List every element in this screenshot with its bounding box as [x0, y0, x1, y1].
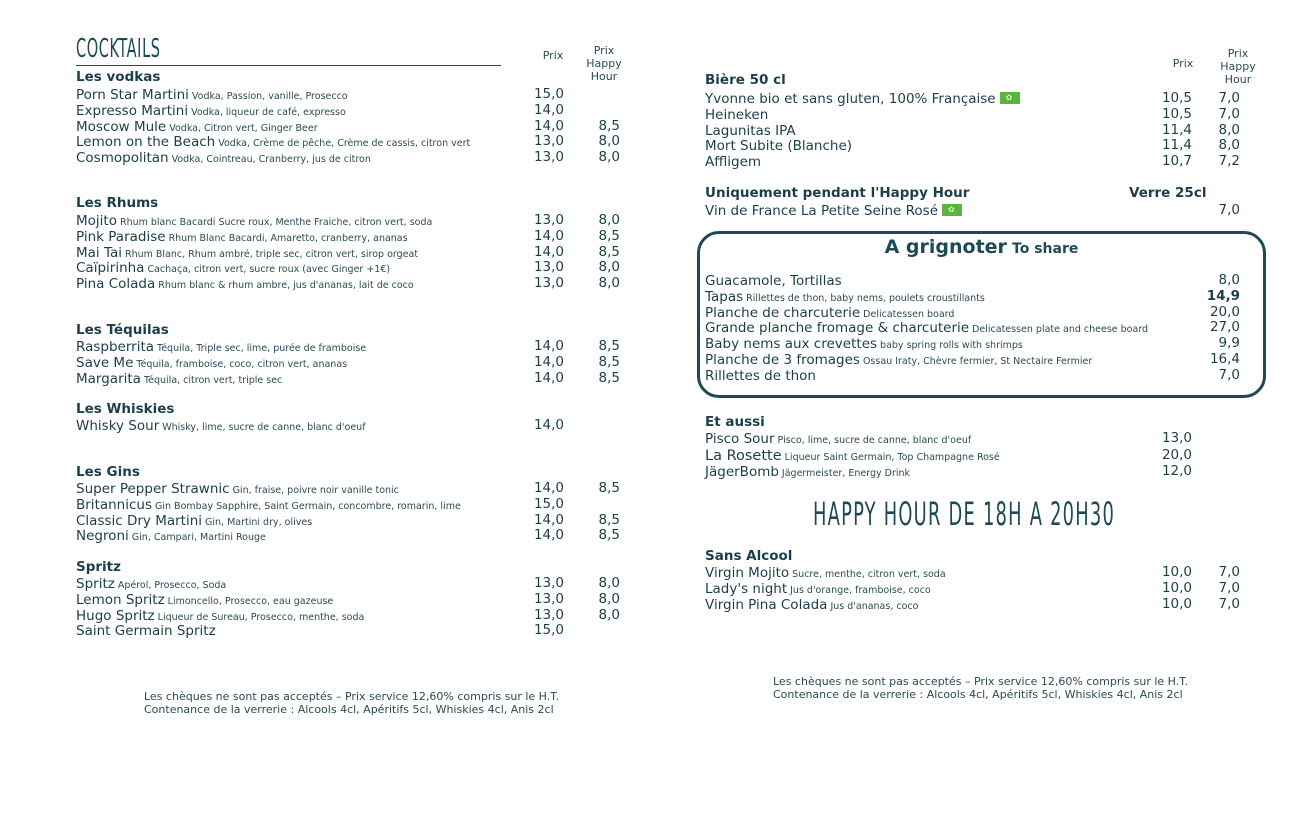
beer-row: [705, 153, 1245, 169]
item-name: Affligem: [705, 154, 762, 171]
item-name: Super Pepper Strawnic: [76, 481, 230, 497]
item-name: Grande planche fromage & charcuterie: [705, 320, 970, 337]
verre-label: Verre 25cl: [1129, 185, 1207, 201]
item-name: Saint Germain Spritz: [76, 623, 216, 640]
item-price: 13,0: [533, 275, 564, 292]
item-price: 13,0: [1161, 430, 1192, 446]
section-heading: Les Téquilas: [76, 322, 169, 338]
item-price: 13,0: [533, 149, 564, 166]
section-heading: Et aussi: [705, 414, 765, 430]
item-description: Rhum blanc Bacardi Sucre roux, Menthe Fraiche, citron vert, soda: [119, 217, 433, 228]
section-heading: Bière 50 cl: [705, 72, 786, 88]
item-description: Rhum blanc & rhum ambre, jus d'ananas, lait de coco: [158, 280, 414, 292]
item-name: Pisco Sour: [705, 431, 775, 447]
cocktails-title: COCKTAILS: [76, 34, 161, 64]
item-price: 8,0: [1218, 272, 1240, 288]
grignoter-box: [697, 231, 1266, 398]
item-name: Virgin Mojito: [705, 565, 790, 581]
item-price: 16,4: [1209, 351, 1240, 367]
menu-item-row: [76, 607, 636, 623]
sans-alcool-row: [705, 596, 1245, 612]
item-name: Classic Dry Martini: [76, 512, 203, 529]
section-heading: Les Whiskies: [76, 401, 175, 417]
menu-item-row: [76, 354, 636, 370]
menu-item-row: [76, 370, 636, 386]
footer-line: Les chèques ne sont pas acceptés – Prix service 12,60% compris sur le H.T.: [773, 675, 1189, 688]
item-price: 12,0: [1161, 463, 1192, 479]
item-happy-price: 8,5: [598, 243, 620, 260]
item-description: Rhum Blanc Bacardi, Amaretto, cranberry, ananas: [168, 232, 408, 244]
sans-alcool-row: [705, 580, 1245, 596]
footer-line: Les chèques ne sont pas acceptés – Prix service 12,60% compris sur le H.T.: [144, 690, 560, 703]
item-name: Hugo Spritz: [76, 607, 155, 624]
aussi-row: [705, 463, 1205, 479]
menu-item-row: [76, 512, 636, 528]
col-happy-header: [583, 44, 625, 83]
item-price: 10,5: [1161, 105, 1192, 122]
grignoter-title: [700, 236, 1263, 258]
item-price: 14,0: [533, 369, 564, 386]
item-name: Yvonne bio et sans gluten, 100% Française: [705, 91, 996, 107]
item-name: JägerBomb: [705, 464, 779, 480]
item-price: 14,0: [533, 417, 564, 433]
item-description: Gin, Campari, Martini Rouge: [131, 532, 266, 544]
menu-item-row: [76, 496, 636, 512]
item-name: Lady's night: [705, 580, 788, 597]
item-description: Vodka, liqueur de café, expresso: [191, 106, 346, 118]
menu-item-row: [76, 338, 636, 354]
item-description: Pisco, lime, sucre de canne, blanc d'oeuf: [777, 435, 972, 446]
item-name: Planche de 3 fromages: [705, 352, 860, 368]
item-price: 14,0: [533, 527, 564, 544]
item-price: 9,9: [1218, 335, 1240, 352]
item-price: 13,0: [533, 606, 564, 623]
item-happy-price: 7,0: [1218, 564, 1240, 580]
menu-item-row: [76, 133, 636, 149]
item-description: Rhum Blanc, Rhum ambré, triple sec, citron vert, sirop orgeat: [125, 248, 419, 260]
menu-item-row: [76, 259, 636, 275]
item-name: Baby nems aux crevettes: [705, 336, 878, 353]
item-name: Save Me: [76, 354, 134, 371]
organic-label-icon: [1000, 92, 1020, 104]
menu-item-row: [76, 622, 636, 638]
happy-hour-banner: HAPPY HOUR DE 18H A 20H30: [813, 495, 1116, 533]
section-heading: Uniquement pendant l'Happy Hour: [705, 185, 970, 201]
item-price: 15,0: [533, 622, 564, 639]
item-happy-price: 8,5: [598, 527, 620, 544]
section-heading: Spritz: [76, 559, 121, 575]
item-description: Gin Bombay Sapphire, Saint Germain, concombre, romarin, lime: [155, 500, 461, 512]
menu-item-row: [76, 228, 636, 244]
item-description: Ossau Iraty, Chèvre fermier, St Nectaire Fermier: [862, 356, 1093, 367]
col-happy-line: Hour: [590, 70, 618, 83]
grignoter-title-main: A grignoter: [884, 236, 1007, 258]
item-happy-price: 8,5: [598, 227, 620, 244]
item-description: Delicatessen plate and cheese board: [972, 324, 1149, 336]
item-price: 13,0: [533, 133, 564, 150]
item-price: 14,0: [533, 101, 564, 118]
menu-item-row: [76, 591, 636, 607]
right-col-prix-header: Prix: [1172, 57, 1194, 70]
item-description: Liqueur Saint Germain, Top Champagne Rosé: [784, 451, 1000, 463]
item-price: 14,0: [533, 117, 564, 134]
menu-item-row: [76, 575, 636, 591]
menu-item-row: [76, 149, 636, 165]
item-price: 14,0: [533, 511, 564, 528]
section-heading: Les Rhums: [76, 195, 159, 211]
item-price: 14,0: [533, 480, 564, 496]
item-name: Rillettes de thon: [705, 367, 816, 384]
menu-item-row: [76, 118, 636, 134]
col-happy-line: Prix: [1227, 47, 1249, 60]
col-happy-line: Hour: [1224, 73, 1252, 86]
col-happy-line: Prix: [593, 44, 615, 57]
item-name: Lemon Spritz: [76, 591, 165, 608]
right-footer: [773, 675, 1188, 701]
grignoter-title-sub: To share: [1012, 241, 1079, 257]
col-happy-line: Happy: [586, 57, 622, 70]
item-price: 20,0: [1161, 446, 1192, 463]
item-name: Britannicus: [76, 496, 153, 513]
item-price: 10,7: [1161, 153, 1192, 170]
item-name: Moscow Mule: [76, 118, 167, 135]
item-price: 7,0: [1218, 366, 1240, 383]
menu-item-row: [76, 417, 636, 433]
item-happy-price: 8,5: [598, 480, 620, 496]
footer-line: Contenance de la verrerie : Alcools 4cl, Apéritifs 5cl, Whiskies 4cl, Anis 2cl: [773, 688, 1183, 701]
item-happy-price: 8,0: [598, 575, 620, 591]
item-description: Sucre, menthe, citron vert, soda: [792, 569, 946, 580]
item-name: Lagunitas IPA: [705, 122, 796, 139]
beer-row: [705, 122, 1245, 138]
item-description: Gin, Martini dry, olives: [205, 516, 313, 528]
item-name: Mojito: [76, 213, 117, 229]
item-happy-price: 8,5: [598, 511, 620, 528]
item-name: Expresso Martini: [76, 102, 189, 119]
item-happy-price: 8,0: [1218, 121, 1240, 138]
item-name: Pink Paradise: [76, 228, 166, 245]
menu-item-row: [76, 275, 636, 291]
item-happy-price: 8,5: [598, 353, 620, 370]
item-price: 10,0: [1161, 595, 1192, 612]
item-name: Tapas: [705, 288, 744, 305]
item-description: Vodka, Crème de pêche, Crème de cassis, citron vert: [218, 138, 471, 150]
aussi-row: [705, 430, 1205, 446]
item-description: Limoncello, Prosecco, eau gazeuse: [167, 595, 334, 607]
item-happy-price: 8,0: [598, 275, 620, 292]
item-name: Margarita: [76, 370, 141, 387]
item-price: 13,0: [533, 212, 564, 228]
item-happy-price: 8,0: [598, 259, 620, 276]
item-happy-price: 7,2: [1218, 153, 1240, 170]
item-happy-price: 8,5: [598, 338, 620, 354]
item-name: Whisky Sour: [76, 418, 160, 434]
item-description: Vodka, Cointreau, Cranberry, jus de citron: [171, 154, 371, 166]
item-price: 14,0: [533, 353, 564, 370]
item-name: Spritz: [76, 576, 115, 592]
item-name: Lemon on the Beach: [76, 134, 216, 151]
item-name: Porn Star Martini: [76, 87, 189, 103]
item-price: 14,0: [533, 243, 564, 260]
item-happy-price: 8,5: [598, 369, 620, 386]
item-happy-price: 7,0: [1218, 595, 1240, 612]
item-description: Téquila, framboise, coco, citron vert, ananas: [136, 358, 348, 370]
item-price: 14,0: [533, 338, 564, 354]
sans-alcool-row: [705, 564, 1245, 580]
menu-item-row: [76, 527, 636, 543]
item-happy-price: 8,5: [598, 117, 620, 134]
left-footer: [144, 690, 559, 716]
item-price: 20,0: [1209, 303, 1240, 320]
item-happy-price: 7,0: [1218, 202, 1240, 218]
item-happy-price: 7,0: [1218, 105, 1240, 122]
item-name: Mort Subite (Blanche): [705, 138, 853, 155]
item-happy-price: 8,0: [1218, 137, 1240, 154]
item-name: Negroni: [76, 528, 129, 545]
item-description: Gin, fraise, poivre noir vanille tonic: [232, 485, 399, 496]
item-name: Caïpirinha: [76, 260, 145, 277]
item-name: Virgin Pina Colada: [705, 596, 828, 613]
item-description: Liqueur de Sureau, Prosecco, menthe, soda: [157, 611, 365, 623]
item-price: 11,4: [1161, 137, 1192, 154]
item-description: Delicatessen board: [863, 308, 955, 320]
item-price: 14,9: [1206, 287, 1240, 304]
item-name: Heineken: [705, 106, 769, 123]
item-price: 13,0: [533, 575, 564, 591]
item-name: Guacamole, Tortillas: [705, 273, 842, 289]
item-price: 10,0: [1161, 564, 1192, 580]
item-name: Raspberrita: [76, 339, 155, 355]
beer-row: [705, 106, 1245, 122]
right-col-happy-header: [1217, 47, 1259, 86]
item-price: 15,0: [533, 86, 564, 102]
menu-item-row: [76, 480, 636, 496]
item-price: 15,0: [533, 495, 564, 512]
col-prix-header: Prix: [542, 49, 564, 62]
item-happy-price: 8,0: [598, 149, 620, 166]
title-rule: [76, 65, 501, 66]
item-name: Pina Colada: [76, 276, 156, 293]
item-price: 14,0: [533, 227, 564, 244]
item-happy-price: 8,0: [598, 212, 620, 228]
item-name: Planche de charcuterie: [705, 304, 861, 321]
item-name: Vin de France La Petite Seine Rosé: [705, 203, 939, 219]
section-heading: Sans Alcool: [705, 548, 793, 564]
section-heading: Les vodkas: [76, 69, 161, 85]
menu-item-row: [76, 86, 636, 102]
item-description: Vodka, Passion, vanille, Prosecco: [191, 91, 348, 102]
item-price: 10,5: [1161, 90, 1192, 106]
beer-row: [705, 137, 1245, 153]
item-description: Cachaça, citron vert, sucre roux (avec Ginger +1€): [147, 264, 391, 276]
item-description: Vodka, Citron vert, Ginger Beer: [169, 122, 318, 134]
menu-item-row: [76, 244, 636, 260]
item-name: Cosmopolitan: [76, 150, 169, 167]
item-price: 10,0: [1161, 579, 1192, 596]
item-price: 13,0: [533, 590, 564, 607]
item-description: Rillettes de thon, baby nems, poulets croustillants: [746, 292, 985, 304]
item-description: baby spring rolls with shrimps: [880, 340, 1023, 352]
aussi-row: [705, 447, 1205, 463]
col-happy-line: Happy: [1220, 60, 1256, 73]
item-description: Apérol, Prosecco, Soda: [117, 580, 227, 591]
item-description: Jus d'orange, framboise, coco: [790, 584, 931, 596]
item-happy-price: 7,0: [1218, 90, 1240, 106]
footer-line: Contenance de la verrerie : Alcools 4cl, Apéritifs 5cl, Whiskies 4cl, Anis 2cl: [144, 703, 554, 716]
menu-item-row: [76, 102, 636, 118]
item-happy-price: 7,0: [1218, 579, 1240, 596]
item-description: Jägermeister, Energy Drink: [781, 468, 911, 479]
menu-item-row: [76, 212, 636, 228]
item-price: 27,0: [1209, 319, 1240, 336]
item-price: 11,4: [1161, 121, 1192, 138]
item-happy-price: 8,0: [598, 590, 620, 607]
item-price: 13,0: [533, 259, 564, 276]
beer-row: [705, 90, 1245, 106]
item-description: Téquila, Triple sec, lime, purée de framboise: [157, 343, 367, 354]
item-name: La Rosette: [705, 447, 782, 464]
item-description: Whisky, lime, sucre de canne, blanc d'oeuf: [162, 422, 366, 433]
wine-row: [705, 202, 1245, 218]
item-description: Téquila, citron vert, triple sec: [143, 374, 283, 386]
item-happy-price: 8,0: [598, 133, 620, 150]
item-description: Jus d'ananas, coco: [830, 600, 919, 612]
organic-label-icon: [942, 204, 962, 216]
item-happy-price: 8,0: [598, 606, 620, 623]
item-name: Mai Tai: [76, 244, 122, 261]
section-heading: Les Gins: [76, 464, 140, 480]
